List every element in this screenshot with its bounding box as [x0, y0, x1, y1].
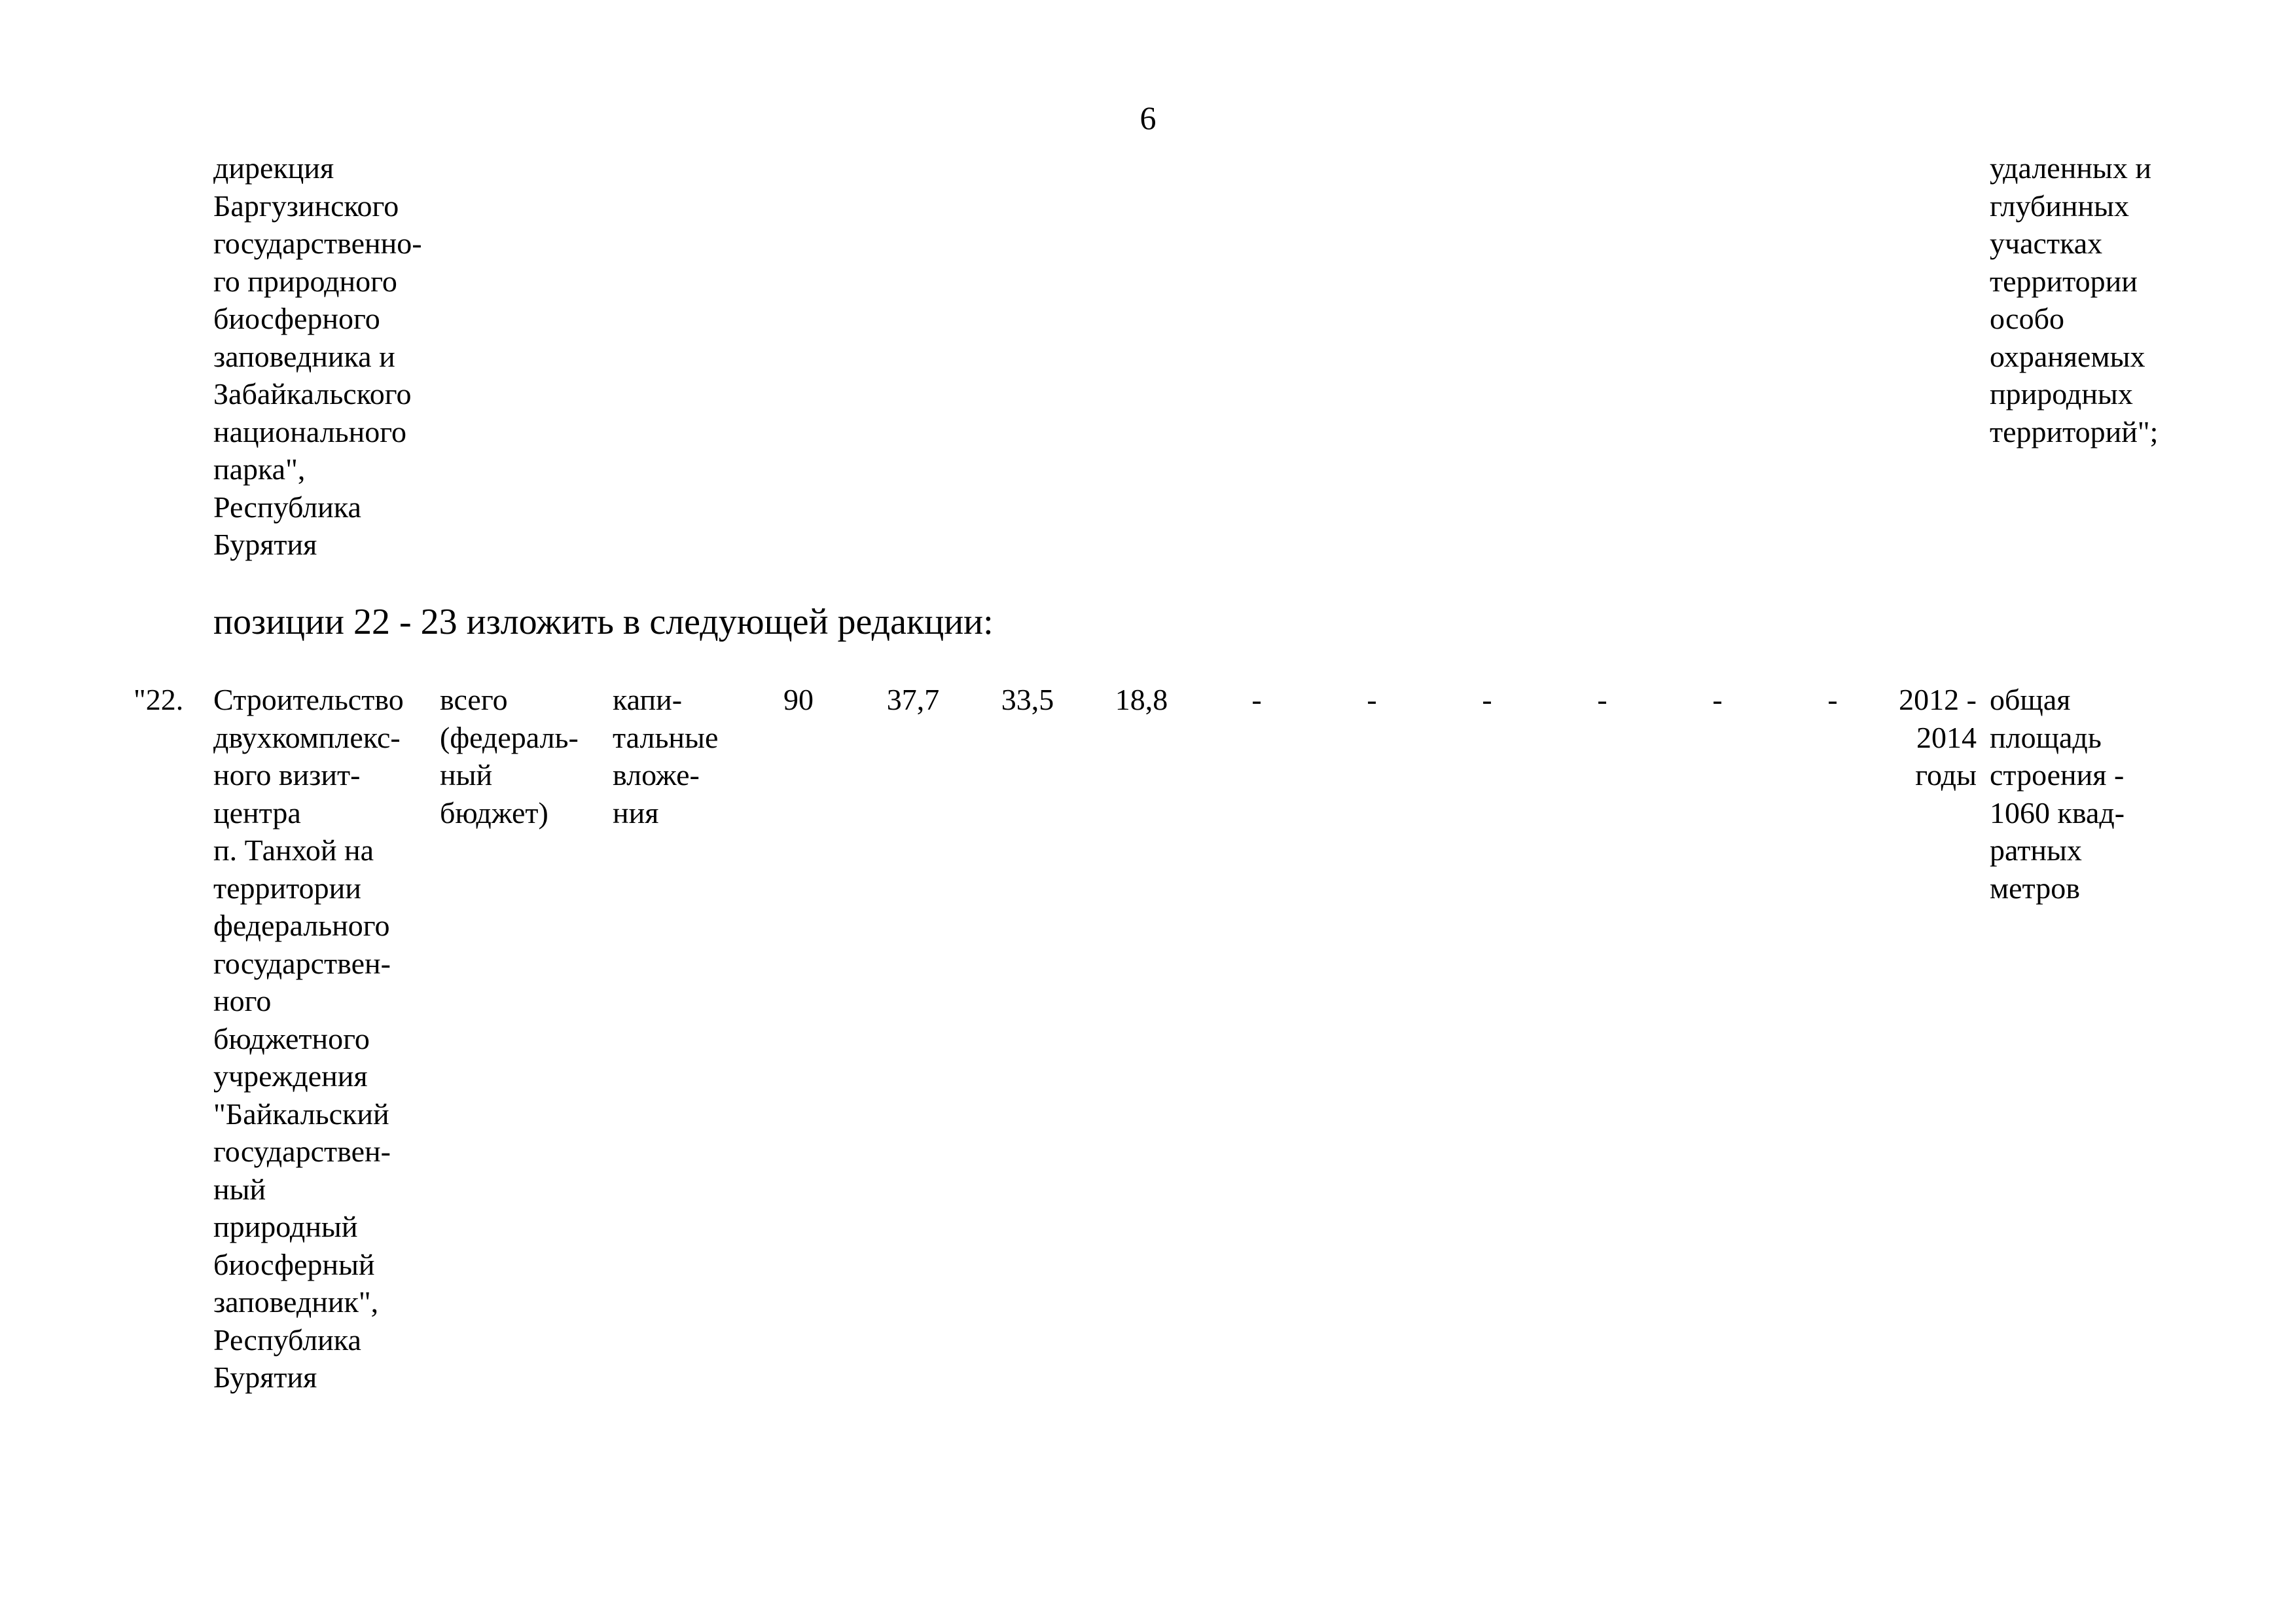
- page-number: 6: [1139, 100, 1157, 136]
- value-cell: -: [1251, 683, 1262, 716]
- value-cell: 33,5: [1001, 683, 1054, 716]
- value-cell: 90: [783, 683, 814, 716]
- value-cell: 37,7: [886, 683, 940, 716]
- funding-source-cell: всего (федераль- ный бюджет): [440, 683, 579, 830]
- previous-row-result-text: удаленных и глубинных участках территории особо охраняемых природных территорий";: [1990, 151, 2159, 448]
- value-cell: -: [1597, 683, 1607, 716]
- value-cell: 18,8: [1115, 683, 1168, 716]
- value-cell: -: [1712, 683, 1723, 716]
- value-cell: -: [1482, 683, 1492, 716]
- result-cell: общая площадь строения - 1060 квад- ратных метров: [1990, 683, 2125, 905]
- amendment-instruction: позиции 22 - 23 изложить в следующей редакции:: [213, 602, 994, 642]
- previous-row-organization-text: дирекция Баргузинского государственно- го природного биосферного заповедника и Забайкальского национального парка", Республика Бурятия: [213, 151, 422, 561]
- value-cell: -: [1827, 683, 1838, 716]
- position-number: "22.: [134, 683, 184, 716]
- investment-type-cell: капи- тальные вложе- ния: [613, 683, 719, 830]
- object-name-cell: Строительство двухкомплекс- ного визит- центра п. Танхой на территории федерального государствен- ного бюджетного учреждения "Байкальский государствен- ный природный биосферный заповедник", Республика Бурятия: [213, 683, 404, 1394]
- period-cell: 2012 - 2014 годы: [1899, 683, 1977, 792]
- value-cell: -: [1367, 683, 1377, 716]
